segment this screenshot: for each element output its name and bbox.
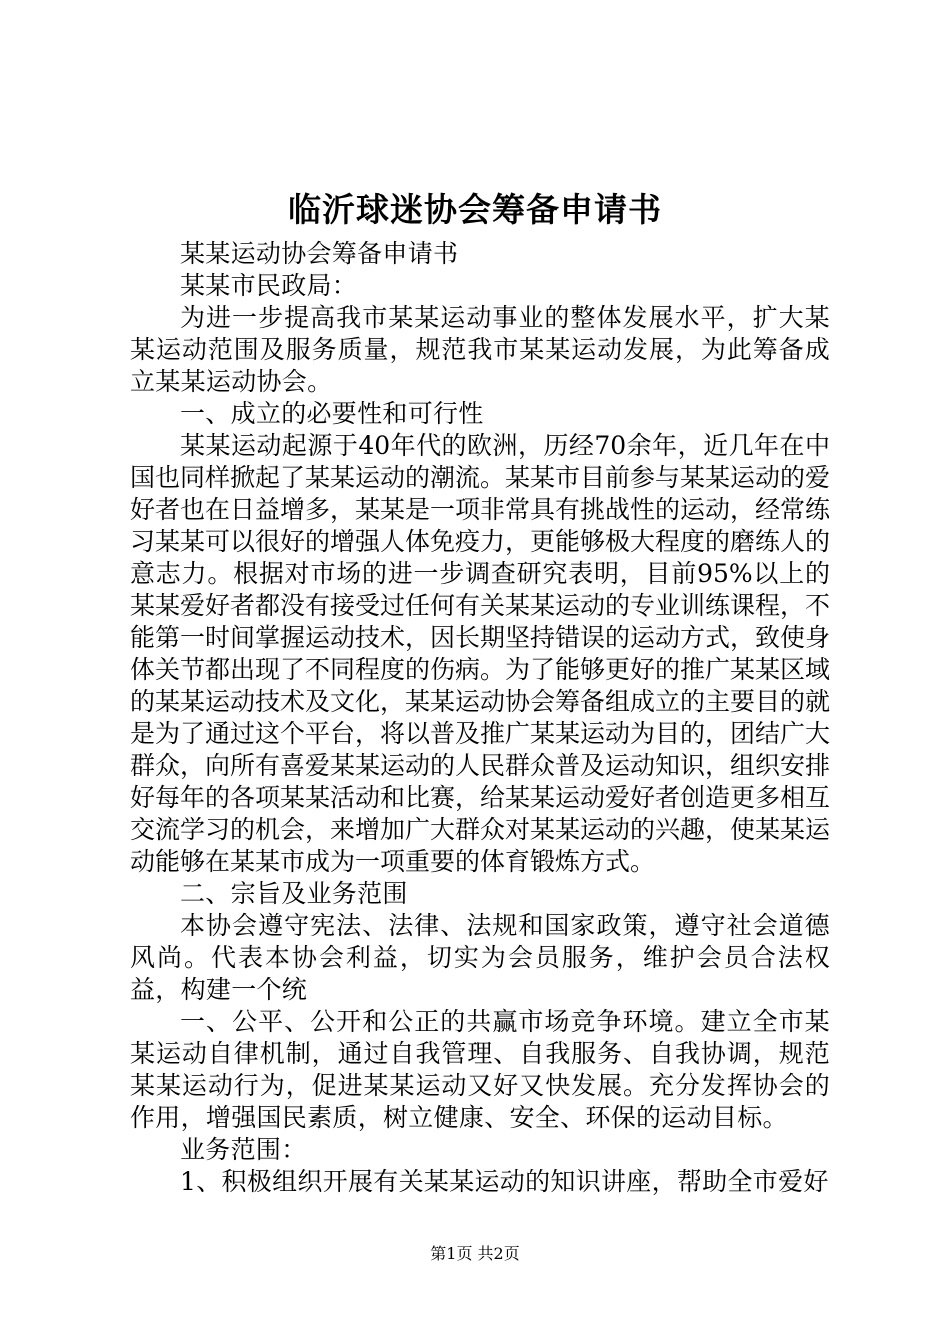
page-footer: 第1页 共2页	[430, 1244, 520, 1263]
document-title: 临沂球迷协会筹备申请书	[288, 190, 662, 229]
document-body	[130, 238, 830, 1198]
paragraph-market-environment: 一、公平、公开和公正的共赢市场竞争环境。建立全市某某运动自律机制，通过自我管理、自我服务、自我协调，规范某某运动行为，促进某某运动又好又快发展。充分发挥协会的作用，增强国民素质，树立健康、安全、环保的运动目标。	[130, 1007, 830, 1132]
paragraph-addressee: 某某市民政局：	[180, 271, 358, 300]
paragraph-business-scope-label: 业务范围：	[180, 1135, 307, 1164]
paragraph-purpose: 本协会遵守宪法、法律、法规和国家政策，遵守社会道德风尚。代表本协会利益，切实为会员服务，维护会员合法权益，构建一个统	[130, 911, 830, 1004]
paragraph-business-item-1: 1、积极组织开展有关某某运动的知识讲座，帮助全市爱好	[180, 1167, 829, 1196]
paragraph-necessity: 某某运动起源于40年代的欧洲，历经70余年，近几年在中国也同样掀起了某某运动的潮流。某某市目前参与某某运动的爱好者也在日益增多，某某是一项非常具有挑战性的运动，经常练习某某可以很好的增强人体免疫力，更能够极大程度的磨练人的意志力。根据对市场的进一步调查研究表明，目前95%以上的某某爱好者都没有接受过任何有关某某运动的专业训练课程，不能第一时间掌握运动技术，因长期坚持错误的运动方式，致使身体关节都出现了不同程度的伤病。为了能够更好的推广某某区域的某某运动技术及文化，某某运动协会筹备组成立的主要目的就是为了通过这个平台，将以普及推广某某运动为目的，团结广大群众，向所有喜爱某某运动的人民群众普及运动知识，组织安排好每年的各项某某活动和比赛，给某某运动爱好者创造更多相互交流学习的机会，来增加广大群众对某某运动的兴趣，使某某运动能够在某某市成为一项重要的体育锻炼方式。	[130, 431, 831, 876]
section-heading-necessity: 一、成立的必要性和可行性	[180, 399, 484, 428]
paragraph-heading-line: 某某运动协会筹备申请书	[180, 239, 459, 268]
section-heading-purpose: 二、宗旨及业务范围	[180, 879, 408, 908]
paragraph-intro: 为进一步提高我市某某运动事业的整体发展水平，扩大某某运动范围及服务质量，规范我市某某运动发展，为此筹备成立某某运动协会。	[130, 303, 830, 396]
